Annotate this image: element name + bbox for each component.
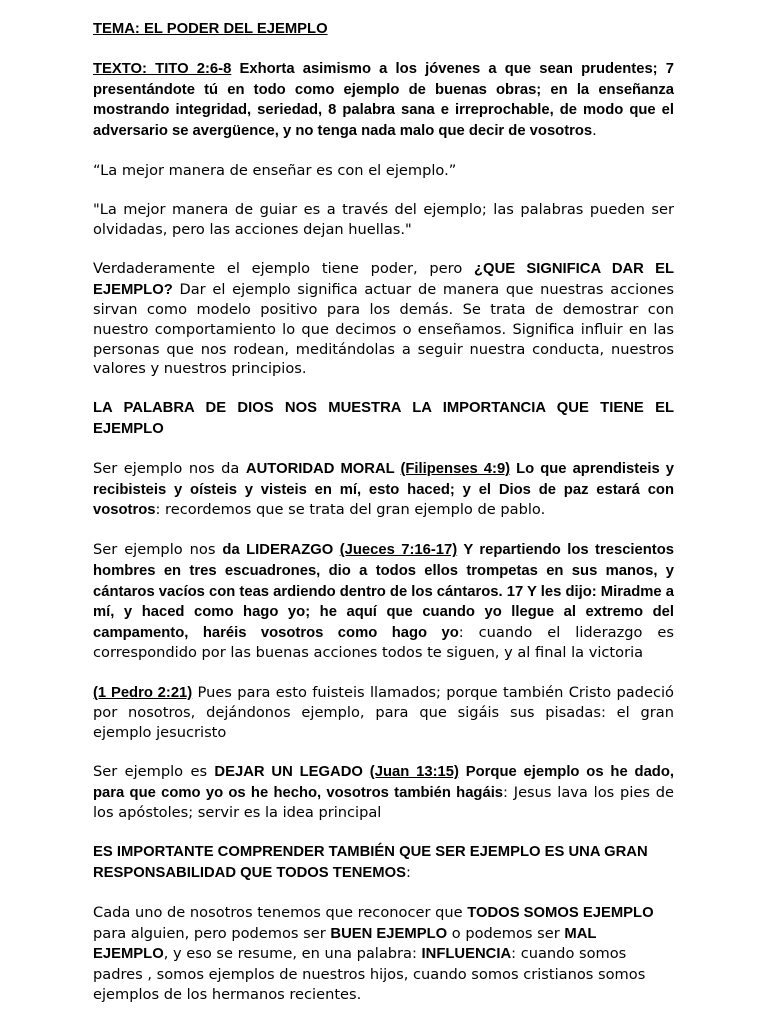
liderazgo-reference: (Jueces 7:16-17) (339, 542, 458, 559)
final-text-3: o podemos ser (447, 924, 565, 942)
final-text-4: , y eso se resume, en una palabra: (163, 945, 422, 963)
quote-2: "La mejor manera de guiar es a través del ejemplo; las palabras pueden ser olvidadas, pero las acciones dejan huellas." (93, 201, 674, 238)
autoridad-verse: Lo que aprendisteis y recibisteis y oísteis y visteis en mí, esto haced; y el Dios de paz estará con vosotros (93, 461, 674, 519)
legado-reference: (Juan 13:15) (369, 763, 459, 780)
paragraph-autoridad (93, 459, 674, 521)
final-bold-buen: BUEN EJEMPLO (330, 925, 448, 942)
heading-2-text: ES IMPORTANTE COMPRENDER TAMBIÉN QUE SER EJEMPLO ES UNA GRAN RESPONSABILIDAD QUE TODOS TENEMOS (93, 844, 648, 881)
paragraph-final (93, 903, 674, 1004)
final-text-2: para alguien, pero podemos ser (93, 924, 331, 942)
pedro-reference: (1 Pedro 2:21) (93, 684, 193, 701)
autoridad-key: AUTORIDAD MORAL (245, 461, 395, 478)
heading-1 (93, 398, 674, 439)
texto-verse: Exhorta asimismo a los jóvenes a que sean prudentes; 7 presentándote tú en todo como ejemplo de buenas obras; en la enseñanza mostrando integridad, seriedad, 8 palabra sana e irreprochable, de modo que el adversario se avergüence, y no tenga nada malo que decir de vosotros (93, 61, 674, 139)
heading-2 (93, 842, 674, 883)
liderazgo-verse: Y repartiendo los trescientos hombres en tres escuadrones, dio a todos ellos trompetas en sus manos, y cántaros vacíos con teas ardiendo dentro de los cántaros. 17 Y les dijo: Miradme a mí, y haced como hago yo; he aquí que cuando yo llegue al extremo del campamento, haréis vosotros como hago yo (93, 542, 674, 641)
legado-key: DEJAR UN LEGADO (214, 763, 363, 780)
legado-verse: Porque ejemplo os he dado, para que como yo os he hecho, vosotros también hagáis (93, 763, 674, 801)
autoridad-lead: Ser ejemplo nos da (93, 460, 246, 478)
document-page (93, 19, 674, 1024)
liderazgo-tail: : cuando el liderazgo es correspondido por las buenas acciones todos te siguen, y al final la victoria (93, 623, 674, 662)
final-bold-todos: TODOS SOMOS EJEMPLO (467, 905, 654, 922)
pedro-body: Pues para esto fuisteis llamados; porque también Cristo padeció por nosotros, dejándonos ejemplo, para que sigáis sus pisadas: el gran ejemplo jesucristo (93, 683, 674, 741)
intro-body: Dar el ejemplo significa actuar de manera que nuestras acciones sirvan como modelo positivo para los demás. Se trata de demostrar con nuestro comportamiento lo que decimos o enseñamos. Significa influir en las personas que nos rodean, meditándolas a seguir nuestra conducta, nuestros valores y nuestros principios. (93, 280, 674, 378)
autoridad-tail: : recordemos que se trata del gran ejemplo de pablo. (155, 501, 546, 519)
paragraph-texto (93, 59, 674, 141)
texto-reference: TEXTO: TITO 2:6-8 (93, 61, 232, 78)
liderazgo-key: da LIDERAZGO (222, 542, 334, 559)
paragraph-intro (93, 259, 674, 379)
final-bold-influencia: INFLUENCIA (421, 946, 512, 963)
legado-tail: : Jesus lava los pies de los apóstoles; servir es la idea principal (93, 783, 674, 822)
quote-1: “La mejor manera de enseñar es con el ejemplo.” (93, 162, 457, 180)
final-bold-mal: MAL EJEMPLO (93, 925, 597, 963)
heading-1-text: LA PALABRA DE DIOS NOS MUESTRA LA IMPORTANCIA QUE TIENE EL EJEMPLO (93, 400, 674, 437)
legado-lead: Ser ejemplo es (93, 762, 215, 780)
final-text-5: : cuando somos padres , somos ejemplos de nuestros hijos, cuando somos cristianos somos ejemplos de los hermanos recientes. (93, 945, 646, 1003)
intro-question: ¿QUE SIGNIFICA DAR EL EJEMPLO? (93, 261, 674, 298)
final-text-1: Cada uno de nosotros tenemos que reconocer que (93, 904, 468, 922)
title-text: TEMA: EL PODER DEL EJEMPLO (93, 21, 328, 37)
intro-lead: Verdaderamente el ejemplo tiene poder, pero (93, 260, 475, 278)
liderazgo-lead: Ser ejemplo nos (93, 541, 223, 559)
heading-2-colon: : (405, 863, 411, 881)
legado-space (363, 764, 370, 780)
autoridad-reference: (Filipenses 4:9) (400, 461, 511, 478)
texto-end: . (592, 121, 597, 139)
paragraph-liderazgo (93, 540, 674, 663)
document-title (93, 19, 674, 40)
paragraph-pedro (93, 683, 674, 743)
paragraph-legado (93, 762, 674, 823)
